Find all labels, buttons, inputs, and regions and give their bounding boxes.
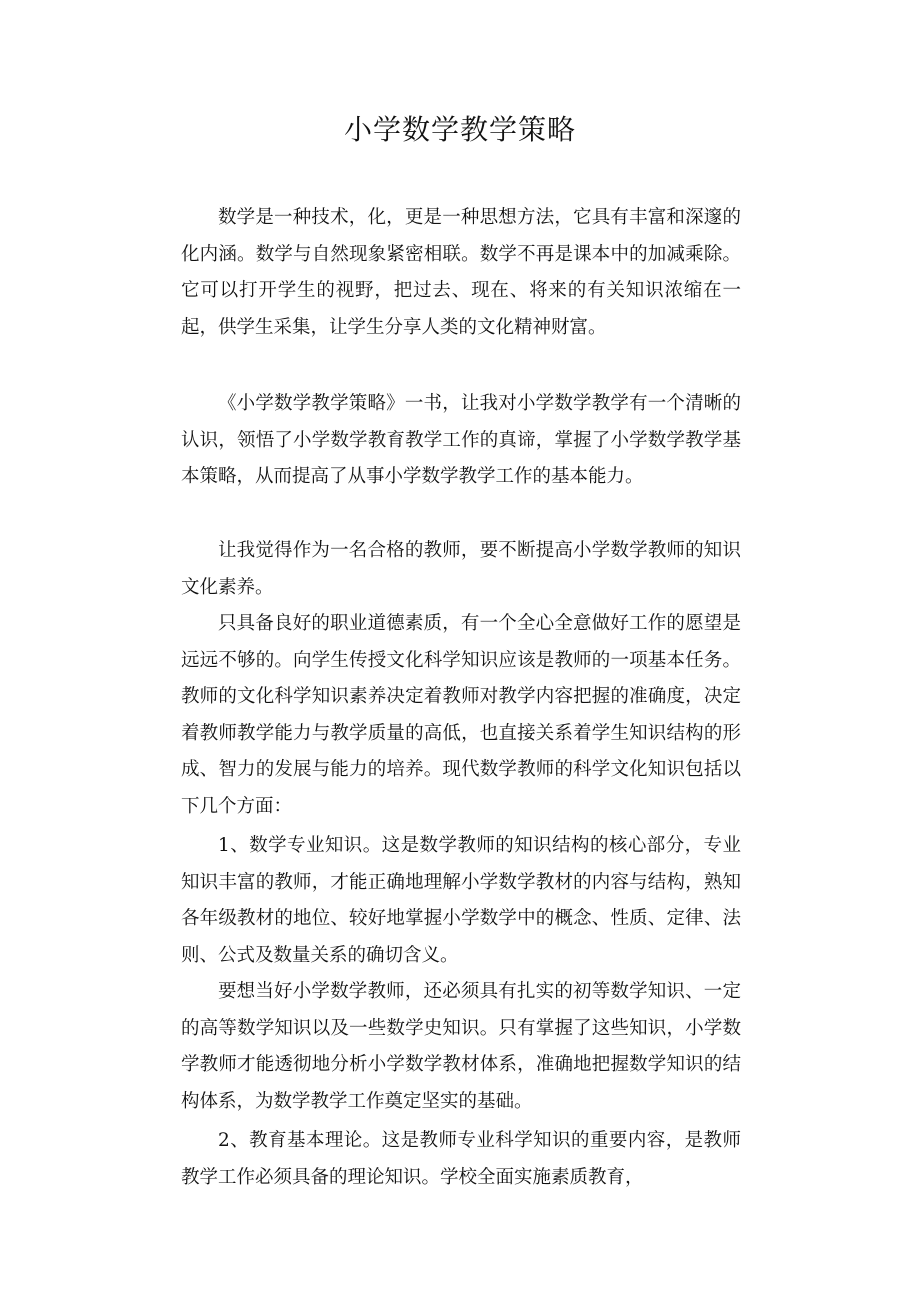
paragraph-knowledge-importance: 只具备良好的职业道德素质，有一个全心全意做好工作的愿望是远远不够的。向学生传授文化科学知识应该是教师的一项基本任务。教师的文化科学知识素养决定着教师对教学内容把握的准确度，决定着教师教学能力与教学质量的高低，也直接关系着学生知识结构的形成、智力的发展与能力的培养。现代数学教师的科学文化知识包括以下几个方面： <box>181 613 741 817</box>
document-title: 小学数学教学策略 <box>343 113 576 146</box>
paragraph-advanced-math: 要想当好小学数学教师，还必须具有扎实的初等数学知识、一定的高等数学知识以及一些数学史知识。只有掌握了这些知识，小学数学教师才能透彻地分析小学数学教材体系，准确地把握数学知识的结构体系，为数学教学工作奠定坚实的基础。 <box>181 981 741 1112</box>
paragraph-intro: 数学是一种技术，化，更是一种思想方法，它具有丰富和深邃的化内涵。数学与自然现象紧密相联。数学不再是课本中的加减乘除。它可以打开学生的视野，把过去、现在、将来的有关知识浓缩在一起，供学生采集，让学生分享人类的文化精神财富。 <box>181 207 741 338</box>
paragraph-teacher-literacy: 让我觉得作为一名合格的教师，要不断提高小学数学教师的知识文化素养。 <box>181 540 741 598</box>
paragraph-math-knowledge: 1、数学专业知识。这是数学教师的知识结构的核心部分，专业知识丰富的教师，才能正确地理解小学数学教材的内容与结构，熟知各年级教材的地位、较好地掌握小学数学中的概念、性质、定律、法则、公式及数量关系的确切含义。 <box>181 835 741 966</box>
paragraph-book-review: 《小学数学教学策略》一书，让我对小学数学教学有一个清晰的认识，领悟了小学数学教育教学工作的真谛，掌握了小学数学教学基本策略，从而提高了从事小学数学教学工作的基本能力。 <box>181 393 741 487</box>
paragraph-education-theory: 2、教育基本理论。这是教师专业科学知识的重要内容，是教师教学工作必须具备的理论知识。学校全面实施素质教育， <box>181 1130 741 1188</box>
